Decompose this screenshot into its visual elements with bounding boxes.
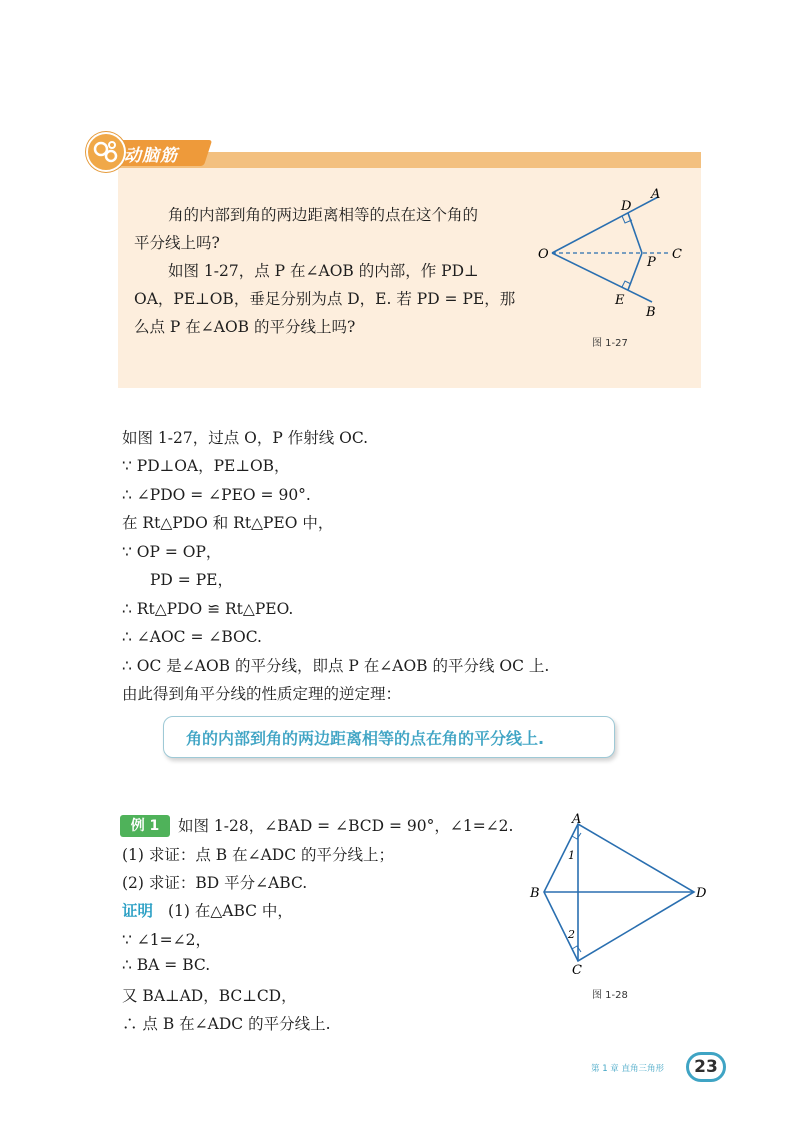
ray-ob xyxy=(552,253,652,302)
example-proof-first xyxy=(122,899,293,921)
label-d: D xyxy=(621,199,632,214)
example-proof-line: ∵ ∠1=∠2， xyxy=(122,931,211,949)
label-o: O xyxy=(538,247,549,262)
label-a: A xyxy=(651,187,661,202)
label-c: C xyxy=(672,247,682,262)
example-statement: 如图 1-28，∠BAD = ∠BCD = 90°，∠1=∠2. xyxy=(178,817,514,835)
label-b: B xyxy=(530,886,540,901)
label-b: B xyxy=(646,305,656,320)
figure-1-27 xyxy=(530,180,700,330)
question-line: 平分线上吗? xyxy=(134,234,220,252)
section-title: 动脑筋 xyxy=(124,146,178,166)
gears-icon xyxy=(86,132,126,172)
proof-label: 证明 xyxy=(122,902,154,920)
ray-oa xyxy=(552,197,658,253)
proof-line: 在 Rt△PDO 和 Rt△PEO 中， xyxy=(122,514,334,532)
proof-line: ∴ Rt△PDO ≌ Rt△PEO. xyxy=(122,600,294,618)
label-p: P xyxy=(647,255,656,270)
proof-first-line: (1) 在△ABC 中， xyxy=(167,902,293,920)
proof-line: PD = PE， xyxy=(150,571,233,589)
label-a: A xyxy=(572,812,582,827)
label-e: E xyxy=(615,293,625,308)
question-line: 么点 P 在∠AOB 的平分线上吗? xyxy=(134,318,356,336)
example-badge: 例 1 xyxy=(120,815,170,837)
page-number: 23 xyxy=(686,1052,726,1082)
segment-pd xyxy=(628,213,642,253)
example-part-1: (1) 求证：点 B 在∠ADC 的平分线上； xyxy=(122,846,395,864)
question-line: OA，PE⊥OB，垂足分别为点 D，E. 若 PD = PE，那 xyxy=(134,290,516,308)
figure-caption: 图 1-27 xyxy=(592,338,628,349)
label-d: D xyxy=(696,886,707,901)
question-line: 如图 1-27，点 P 在∠AOB 的内部，作 PD⊥ xyxy=(168,262,479,280)
theorem-text: 角的内部到角的两边距离相等的点在角的平分线上. xyxy=(186,729,545,748)
example-part-2: (2) 求证：BD 平分∠ABC. xyxy=(122,874,308,892)
proof-line: ∵ OP = OP， xyxy=(122,543,222,561)
proof-line: ∴ ∠AOC = ∠BOC. xyxy=(122,628,262,646)
proof-line: ∴ ∠PDO = ∠PEO = 90°. xyxy=(122,486,311,504)
proof-line: ∴ OC 是∠AOB 的平分线，即点 P 在∠AOB 的平分线 OC 上. xyxy=(122,657,550,675)
segment-pe xyxy=(628,253,642,290)
angle-2-label: 2 xyxy=(568,928,575,941)
example-proof-line: 又 BA⊥AD，BC⊥CD， xyxy=(122,987,297,1005)
example-proof-line: ∴ 点 B 在∠ADC 的平分线上. xyxy=(122,1015,331,1033)
figure-1-28 xyxy=(526,810,716,980)
footer-chapter: 第 1 章 直角三角形 xyxy=(591,1064,665,1074)
label-c: C xyxy=(572,963,582,978)
proof-line: 由此得到角平分线的性质定理的逆定理： xyxy=(122,685,402,703)
angle-1-label: 1 xyxy=(568,849,575,862)
proof-line: 如图 1-27，过点 O，P 作射线 OC. xyxy=(122,429,369,447)
proof-line: ∵ PD⊥OA，PE⊥OB， xyxy=(122,457,290,475)
figure-caption: 图 1-28 xyxy=(592,990,628,1001)
example-proof-line: ∴ BA = BC. xyxy=(122,956,211,974)
question-line: 角的内部到角的两边距离相等的点在这个角的 xyxy=(168,206,479,224)
